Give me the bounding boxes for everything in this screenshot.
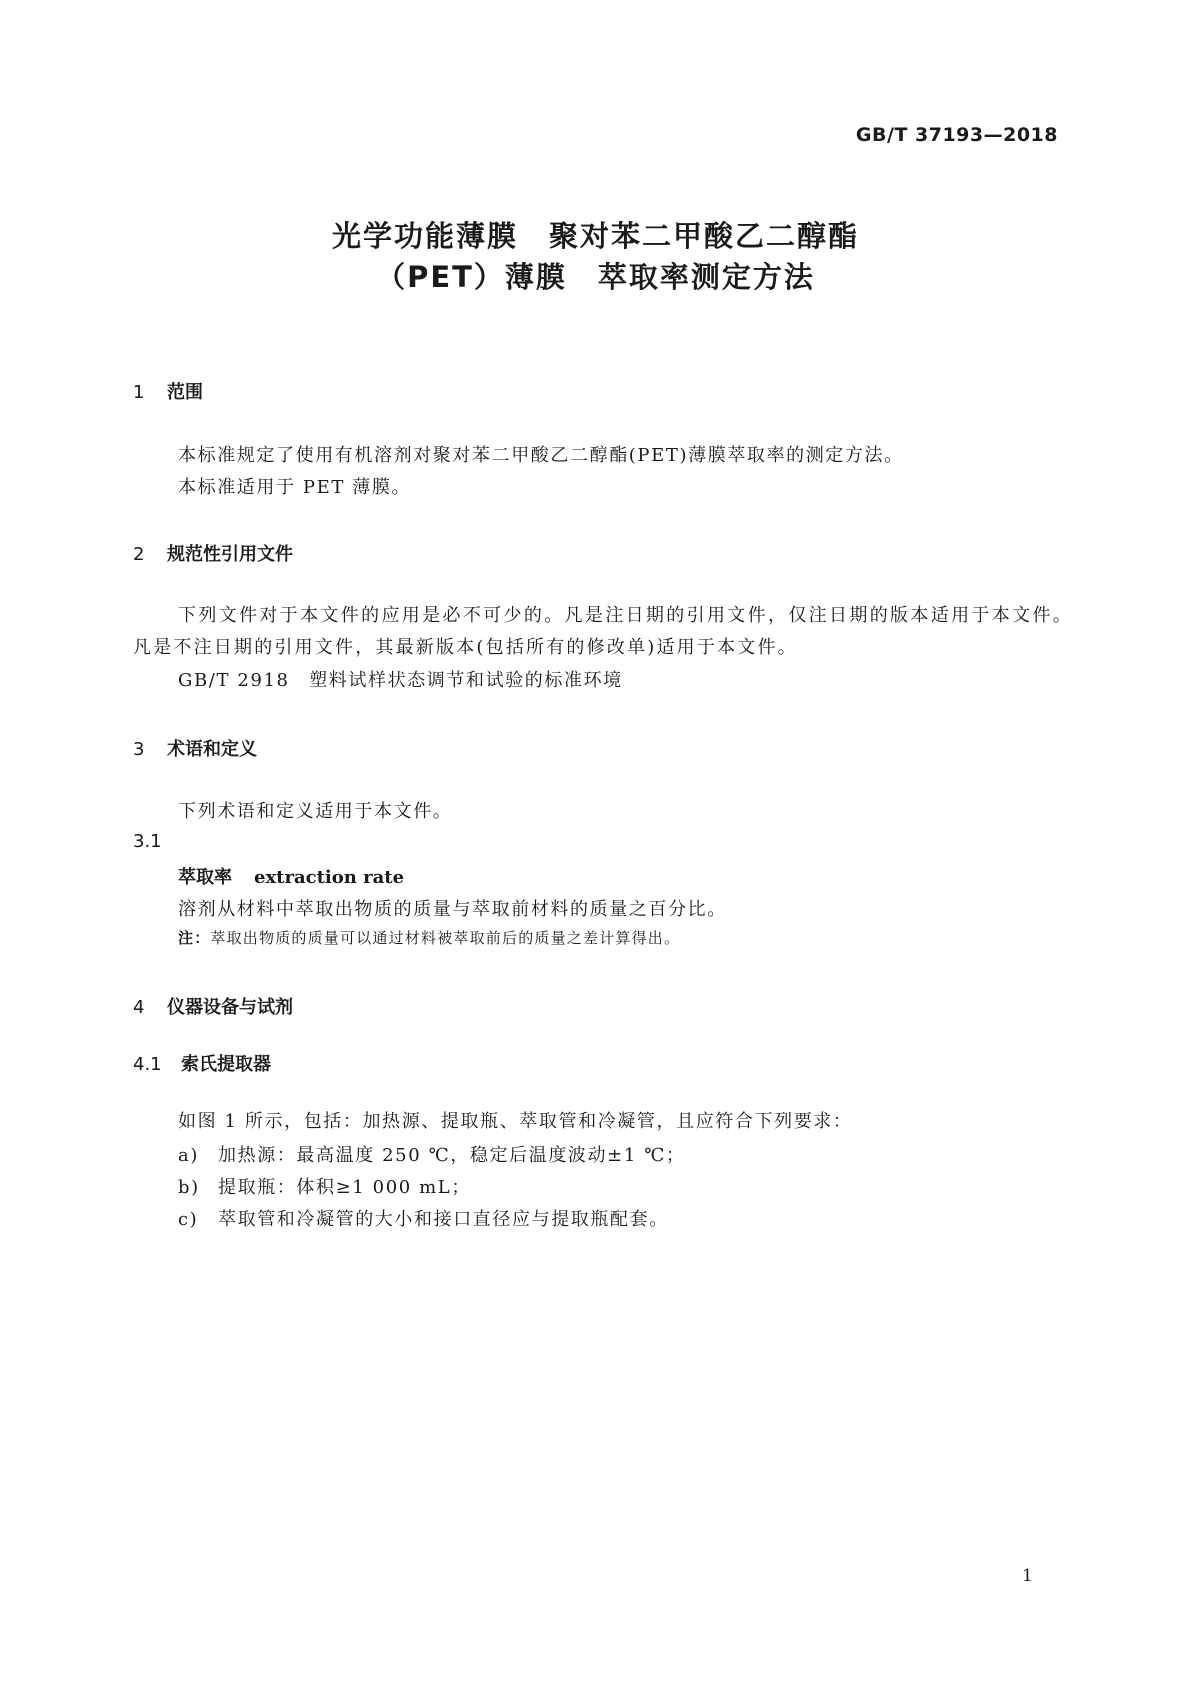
section-title: 规范性引用文件 bbox=[167, 544, 293, 565]
document-title-line-1: 光学功能薄膜 聚对苯二甲酸乙二醇酯 bbox=[331, 219, 859, 253]
subsection-4-1-heading bbox=[133, 1050, 271, 1076]
section-number: 1 bbox=[133, 382, 145, 403]
section-3-heading bbox=[133, 735, 257, 761]
section-2-heading bbox=[133, 540, 293, 566]
standard-code: GB/T 37193—2018 bbox=[855, 124, 1058, 146]
subsection-number: 4.1 bbox=[133, 1054, 162, 1075]
section-number: 3 bbox=[133, 739, 145, 760]
section-number: 2 bbox=[133, 544, 145, 565]
document-title-line-2: （PET）薄膜 萃取率测定方法 bbox=[376, 260, 815, 294]
paragraph: 本标准适用于 PET 薄膜。 bbox=[178, 477, 412, 498]
list-label: b) bbox=[178, 1177, 200, 1198]
section-4-heading bbox=[133, 993, 293, 1019]
note-text: 萃取出物质的质量可以通过材料被萃取前后的质量之差计算得出。 bbox=[210, 929, 681, 947]
paragraph: 下列文件对于本文件的应用是必不可少的。凡是注日期的引用文件，仅注日期的版本适用于本文件。凡是不注日期的引用文件，其最新版本(包括所有的修改单)适用于本文件。 bbox=[133, 605, 1073, 658]
section-title: 范围 bbox=[167, 382, 203, 403]
section-title: 术语和定义 bbox=[167, 739, 257, 760]
list-text: 提取瓶：体积≥1 000 mL； bbox=[218, 1177, 471, 1198]
section-title: 仪器设备与试剂 bbox=[167, 997, 293, 1018]
list-text: 加热源：最高温度 250 ℃，稳定后温度波动±1 ℃； bbox=[218, 1145, 686, 1166]
list-item bbox=[178, 1141, 686, 1167]
paragraph: 如图 1 所示，包括：加热源、提取瓶、萃取管和冷凝管，且应符合下列要求： bbox=[178, 1111, 853, 1132]
normative-reference: GB/T 2918 塑料试样状态调节和试验的标准环境 bbox=[178, 670, 623, 691]
section-1-heading bbox=[133, 378, 203, 404]
list-text: 萃取管和冷凝管的大小和接口直径应与提取瓶配套。 bbox=[218, 1209, 669, 1230]
term-zh: 萃取率 bbox=[178, 867, 232, 888]
subsection-title: 索氏提取器 bbox=[181, 1054, 271, 1075]
paragraph: 本标准规定了使用有机溶剂对聚对苯二甲酸乙二醇酯(PET)薄膜萃取率的测定方法。 bbox=[178, 445, 904, 466]
term-en: extraction rate bbox=[254, 867, 405, 888]
paragraph: 下列术语和定义适用于本文件。 bbox=[178, 801, 453, 822]
list-label: a) bbox=[178, 1145, 199, 1166]
section-number: 4 bbox=[133, 997, 145, 1018]
list-label: c) bbox=[178, 1209, 199, 1230]
page-number: 1 bbox=[1022, 1566, 1033, 1586]
list-item bbox=[178, 1205, 669, 1231]
note-label: 注： bbox=[178, 929, 211, 947]
term-note bbox=[178, 927, 680, 948]
term-number: 3.1 bbox=[133, 831, 162, 852]
term-definition: 溶剂从材料中萃取出物质的质量与萃取前材料的质量之百分比。 bbox=[178, 899, 727, 920]
term-entry bbox=[178, 863, 404, 889]
list-item bbox=[178, 1173, 471, 1199]
